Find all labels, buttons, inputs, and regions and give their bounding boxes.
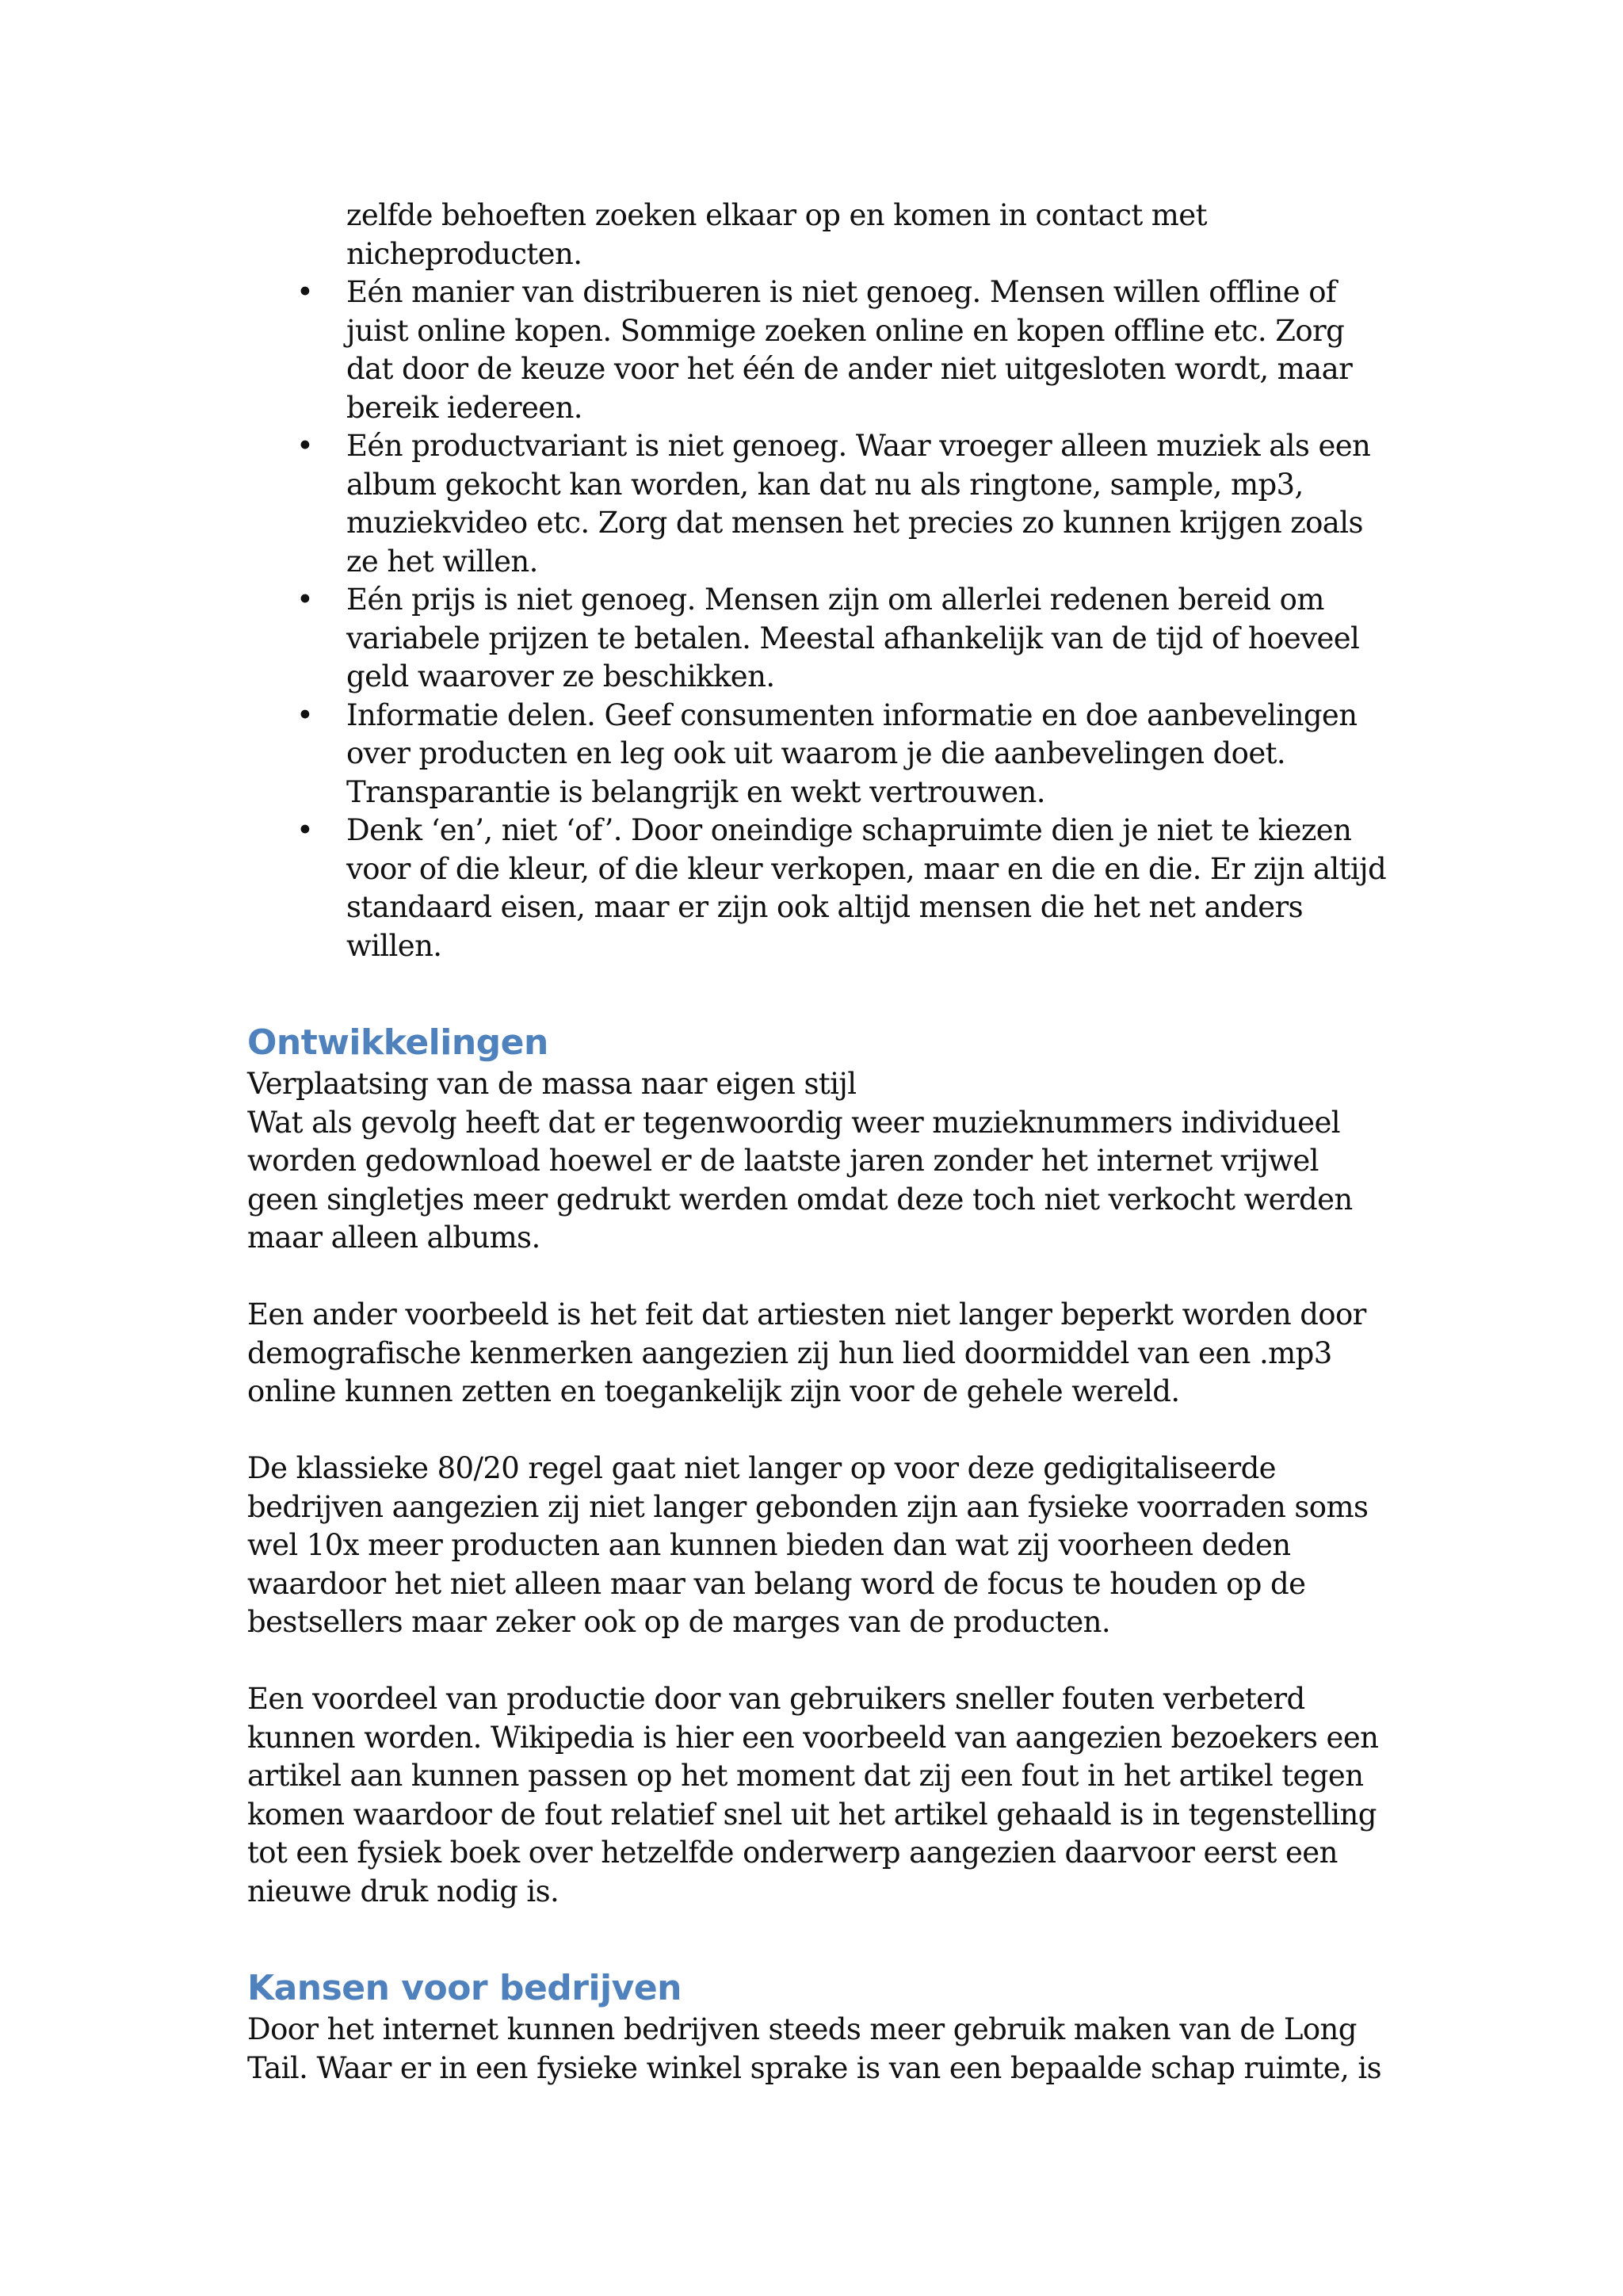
- spacer: [247, 1642, 1396, 1681]
- spacer: [247, 965, 1396, 1021]
- paragraph: Een voordeel van productie door van gebruikers sneller fouten verbeterd kunnen worden. Wikipedia is hier een voorbeeld van aangezien bezoekers een artikel aan kunnen passen op het moment dat zij een fout in het artikel tegen komen waardoor de fout relatief snel uit het artikel gehaald is in tegenstelling tot een fysiek boek over hetzelfde onderwerp aangezien daarvoor eerst een nieuwe druk nodig is.: [247, 1682, 1379, 1908]
- list-item-text: Informatie delen. Geef consumenten informatie en doe aanbevelingen over producten en leg ook uit waarom je die aanbevelingen doet. Transparantie is belangrijk en wekt vertrouwen.: [346, 697, 1358, 809]
- section-subtitle: Verplaatsing van de massa naar eigen stijl: [247, 1067, 857, 1101]
- paragraph: Door het internet kunnen bedrijven steeds meer gebruik maken van de Long Tail. Waar er in een fysieke winkel sprake is van een bepaalde schap ruimte, is: [247, 2012, 1381, 2085]
- bullet-icon: •: [296, 275, 314, 309]
- spacer: [247, 1412, 1396, 1450]
- intro-continuation: zelfde behoeften zoeken elkaar op en komen in contact met nicheproducten.: [346, 198, 1207, 271]
- bullet-icon: •: [296, 697, 314, 732]
- list-item: [247, 427, 1396, 581]
- spacer: [247, 1911, 1396, 1966]
- bullet-list: [247, 273, 1396, 965]
- list-item-text: Eén productvariant is niet genoeg. Waar vroeger alleen muziek als een album gekocht kan worden, kan dat nu als ringtone, sample, mp3, muziekvideo etc. Zorg dat mensen het precies zo kunnen krijgen zoals ze het willen.: [346, 429, 1371, 579]
- list-item-text: Eén manier van distribueren is niet genoeg. Mensen willen offline of juist online kopen. Sommige zoeken online en kopen offline etc. Zorg dat door de keuze voor het één de ander niet uitgesloten wordt, maar bereik iedereen.: [346, 275, 1353, 425]
- bullet-icon: •: [296, 583, 314, 617]
- list-item: [247, 273, 1396, 427]
- section-heading-kansen: Kansen voor bedrijven: [247, 1968, 682, 2008]
- bullet-icon: •: [296, 429, 314, 463]
- list-item-text: Denk ‘en’, niet ‘of’. Door oneindige schapruimte dien je niet te kiezen voor of die kleur, of die kleur verkopen, maar en die en die. Er zijn altijd standaard eisen, maar er zijn ook altijd mensen die het net anders willen.: [346, 813, 1387, 963]
- list-item: [247, 697, 1396, 812]
- spacer: [247, 1258, 1396, 1297]
- paragraph: De klassieke 80/20 regel gaat niet langer op voor deze gedigitaliseerde bedrijven aangezien zij niet langer gebonden zijn aan fysieke voorraden soms wel 10x meer producten aan kunnen bieden dan wat zij voorheen deden waardoor het niet alleen maar van belang word de focus te houden op de bestsellers maar zeker ook op de marges van de producten.: [247, 1451, 1369, 1639]
- paragraph: Wat als gevolg heeft dat er tegenwoordig weer muzieknummers individueel worden gedownload hoewel er de laatste jaren zonder het internet vrijwel geen singletjes meer gedrukt werden omdat deze toch niet verkocht werden maar alleen albums.: [247, 1105, 1353, 1255]
- list-item-text: Eén prijs is niet genoeg. Mensen zijn om allerlei redenen bereid om variabele prijzen te betalen. Meestal afhankelijk van de tijd of hoeveel geld waarover ze beschikken.: [346, 583, 1360, 693]
- section-heading-ontwikkelingen: Ontwikkelingen: [247, 1022, 548, 1063]
- list-item: [247, 581, 1396, 697]
- list-item: [247, 812, 1396, 965]
- bullet-icon: •: [296, 813, 314, 847]
- document-page: [247, 197, 1396, 2088]
- paragraph: Een ander voorbeeld is het feit dat artiesten niet langer beperkt worden door demografische kenmerken aangezien zij hun lied doormiddel van een .mp3 online kunnen zetten en toegankelijk zijn voor de gehele wereld.: [247, 1297, 1366, 1408]
